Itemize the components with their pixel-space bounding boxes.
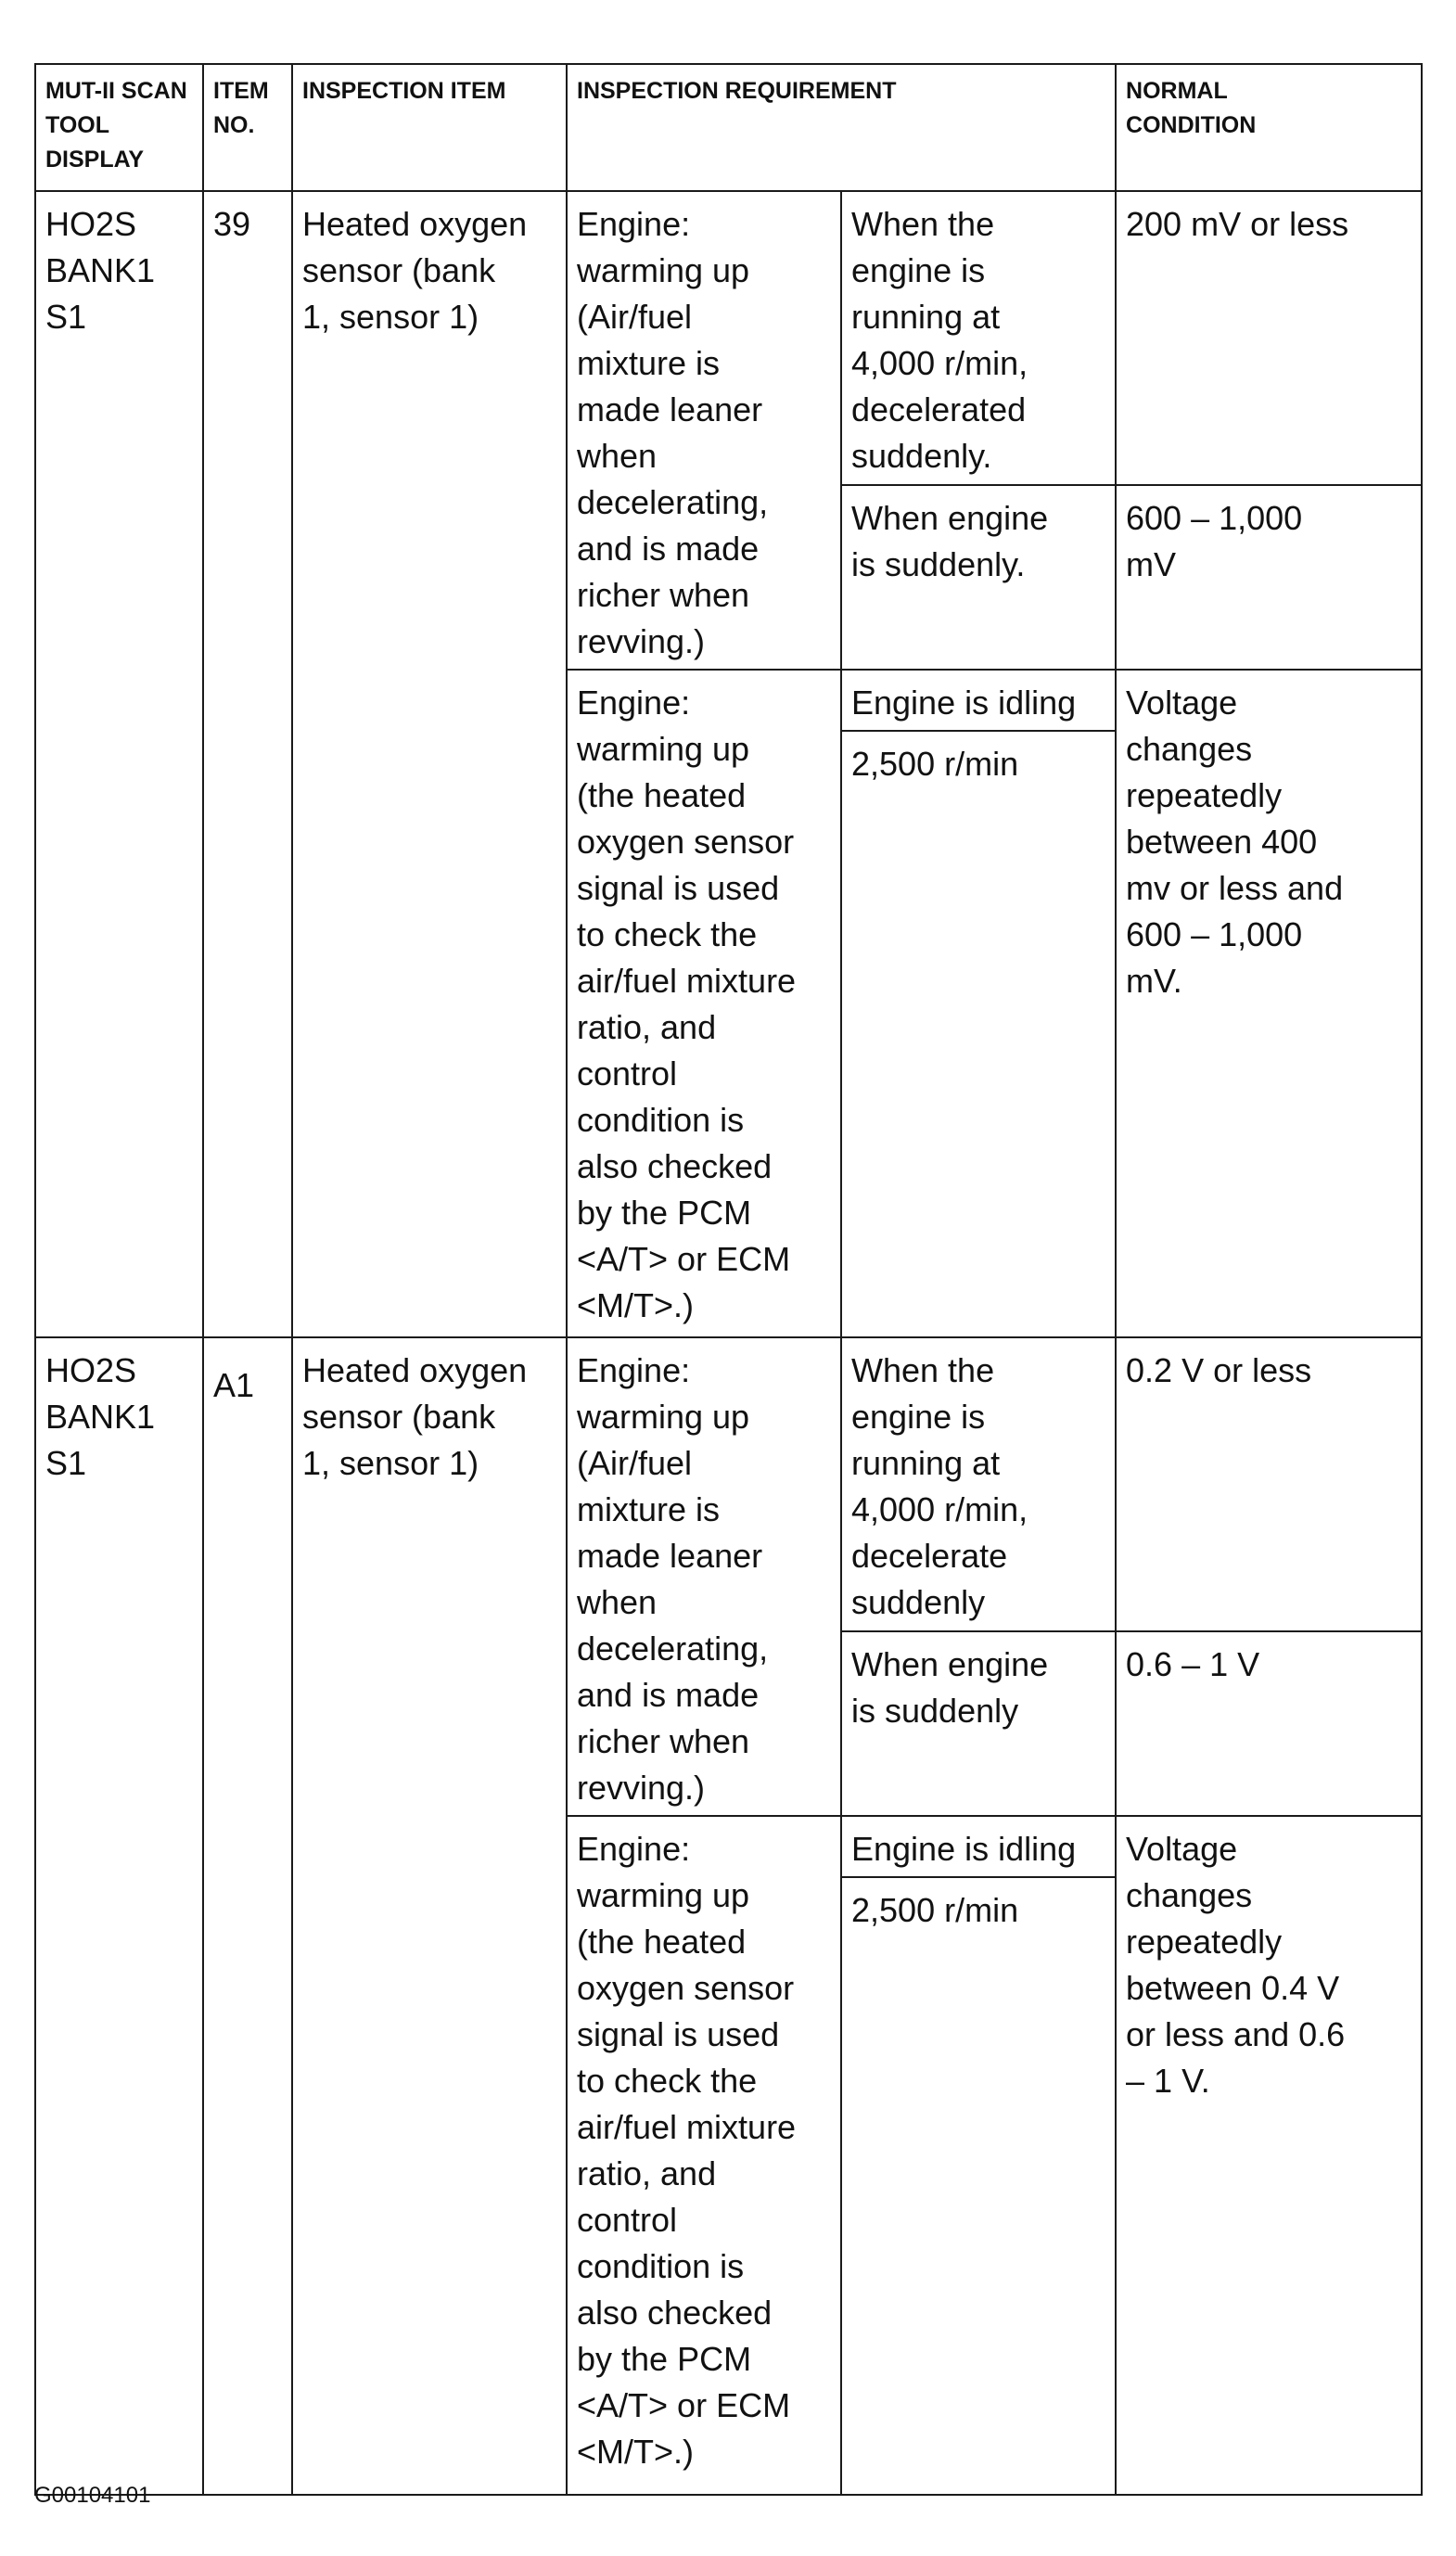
condition-cell: When the engine is running at 4,000 r/min, decelerate suddenly — [841, 1337, 1116, 1631]
condition-cell: When the engine is running at 4,000 r/min, decelerated suddenly. — [841, 191, 1116, 485]
normal-condition-cell: 200 mV or less — [1116, 191, 1422, 485]
requirement-cell: Engine: warming up (Air/fuel mixture is made leaner when decelerating, and is made richer when revving.) — [567, 191, 841, 670]
figure-code: G00104101 — [34, 2483, 151, 2508]
normal-condition-cell: Voltage changes repeatedly between 0.4 V or less and 0.6 – 1 V. — [1116, 1816, 1422, 2495]
inspection-item-cell: Heated oxygen sensor (bank 1, sensor 1) — [292, 1337, 567, 2495]
normal-condition-cell: 0.6 – 1 V — [1116, 1631, 1422, 1816]
inspection-item-cell: Heated oxygen sensor (bank 1, sensor 1) — [292, 191, 567, 1337]
condition-cell: Engine is idling — [841, 670, 1116, 731]
header-normal-condition: NORMAL CONDITION — [1116, 64, 1422, 191]
requirement-cell: Engine: warming up (Air/fuel mixture is made leaner when decelerating, and is made richer when revving.) — [567, 1337, 841, 1816]
item-no-cell: A1 — [203, 1337, 292, 2495]
condition-cell: 2,500 r/min — [841, 731, 1116, 1337]
header-inspection-requirement: INSPECTION REQUIREMENT — [567, 64, 1116, 191]
requirement-cell: Engine: warming up (the heated oxygen sensor signal is used to check the air/fuel mixture ratio, and control condition is also checked by the PCM <A/T> or ECM <M/T>.) — [567, 670, 841, 1337]
scan-tool-display-cell: HO2S BANK1 S1 — [35, 1337, 203, 2495]
inspection-table — [34, 63, 1423, 2496]
condition-cell: When engine is suddenly. — [841, 485, 1116, 670]
condition-cell: 2,500 r/min — [841, 1877, 1116, 2495]
item-no-cell: 39 — [203, 191, 292, 1337]
condition-cell: When engine is suddenly — [841, 1631, 1116, 1816]
normal-condition-cell: Voltage changes repeatedly between 400 mv or less and 600 – 1,000 mV. — [1116, 670, 1422, 1337]
header-item-no: ITEM NO. — [203, 64, 292, 191]
header-scan-tool-display: MUT-II SCAN TOOL DISPLAY — [35, 64, 203, 191]
header-row — [35, 64, 1422, 191]
header-inspection-item: INSPECTION ITEM — [292, 64, 567, 191]
condition-cell: Engine is idling — [841, 1816, 1116, 1877]
normal-condition-cell: 600 – 1,000 mV — [1116, 485, 1422, 670]
scan-tool-display-cell: HO2S BANK1 S1 — [35, 191, 203, 1337]
table-row — [35, 1337, 1422, 1631]
table-row — [35, 191, 1422, 485]
normal-condition-cell: 0.2 V or less — [1116, 1337, 1422, 1631]
requirement-cell: Engine: warming up (the heated oxygen sensor signal is used to check the air/fuel mixture ratio, and control condition is also checked by the PCM <A/T> or ECM <M/T>.) — [567, 1816, 841, 2495]
